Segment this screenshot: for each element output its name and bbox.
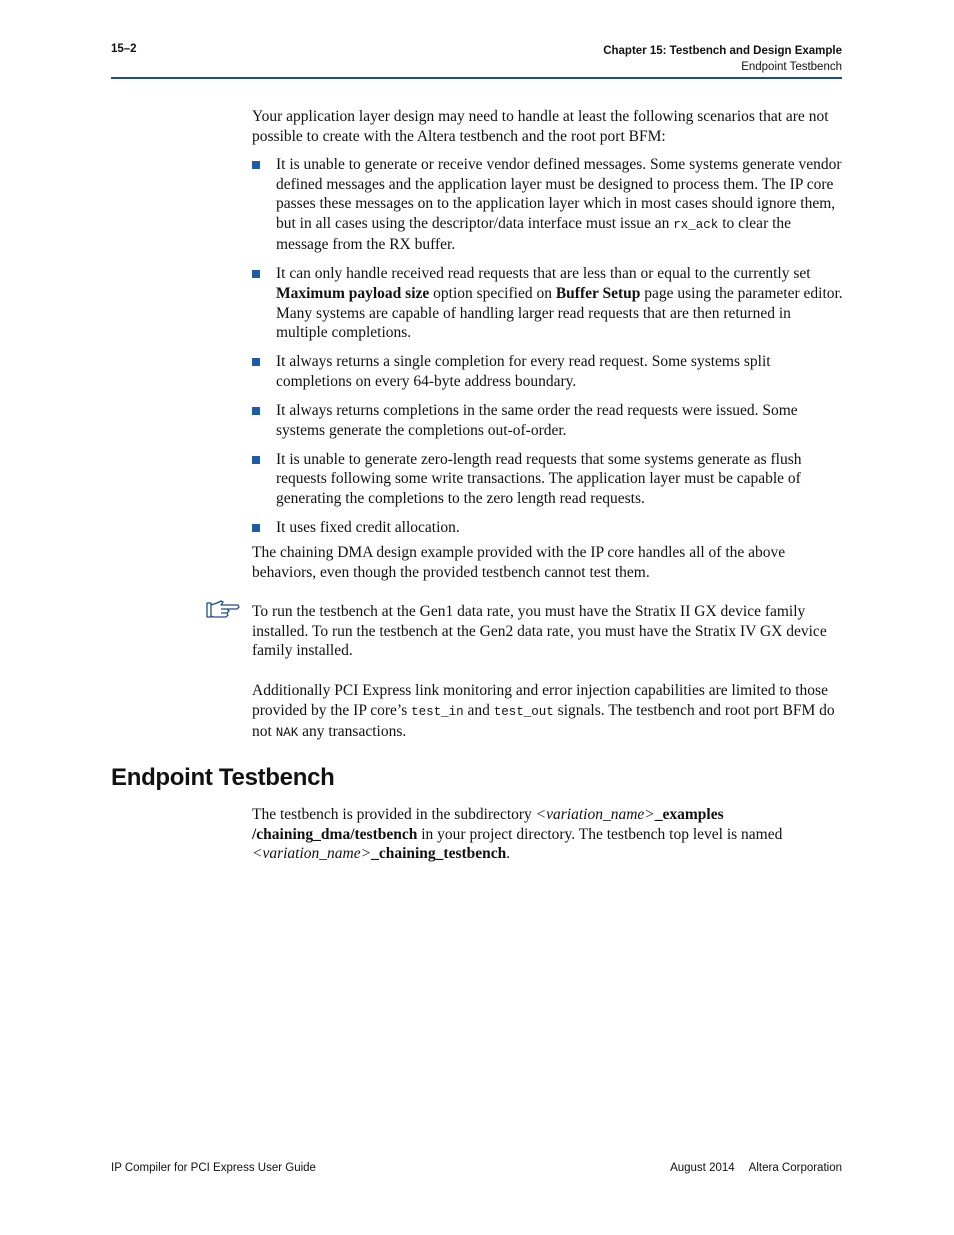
list-item: It always returns completions in the same order the read requests were issued. Some systems generate the completions out-of-order. <box>252 401 844 440</box>
code-test-out: test_out <box>493 704 554 719</box>
code-test-in: test_in <box>411 704 464 719</box>
square-bullet-icon <box>252 161 260 169</box>
square-bullet-icon <box>252 456 260 464</box>
footer-date: August 2014 <box>670 1162 735 1174</box>
pointing-hand-icon <box>205 599 241 621</box>
code-rx-ack: rx_ack <box>673 217 719 232</box>
additional-paragraph: Additionally PCI Express link monitoring and error injection capabilities are limited to those provided by the IP core’s test_in and test_out signals. The testbench and root port BFM do not NAK any transactions. <box>252 682 835 741</box>
list-item: It is unable to generate zero-length read requests that some systems generate as flush requests following some write transactions. The application layer must be capable of generating the completions to the zero length read requests. <box>252 450 844 509</box>
footer-company: Altera Corporation <box>748 1162 842 1174</box>
header-rule <box>111 77 842 79</box>
square-bullet-icon <box>252 407 260 415</box>
section-heading: Endpoint Testbench <box>111 764 335 791</box>
list-item: It uses fixed credit allocation. <box>252 518 844 538</box>
footer-info <box>670 1162 842 1174</box>
square-bullet-icon <box>252 270 260 278</box>
code-nak: NAK <box>275 726 299 741</box>
list-item: It can only handle received read requests that are less than or equal to the currently set Maximum payload size option specified on Buffer Setup page using the parameter editor. Many systems are capable of handling larger read requests that are then returned in multiple completions. <box>252 264 844 342</box>
section-title: Endpoint Testbench <box>741 61 842 73</box>
square-bullet-icon <box>252 358 260 366</box>
square-bullet-icon <box>252 524 260 532</box>
endpoint-paragraph: The testbench is provided in the subdirectory <variation_name>_examples /chaining_dma/testbench in your project directory. The testbench top level is named <variation_name>_chaining_testbench. <box>252 806 783 863</box>
running-header <box>603 43 842 75</box>
note-paragraph: To run the testbench at the Gen1 data rate, you must have the Stratix II GX device family installed. To run the testbench at the Gen2 data rate, you must have the Stratix IV GX device family installed. <box>252 603 827 660</box>
chaining-paragraph: The chaining DMA design example provided with the IP core handles all of the above behaviors, even though the provided testbench cannot test them. <box>252 544 786 581</box>
chapter-title: Chapter 15: Testbench and Design Example <box>603 45 842 57</box>
list-item: It always returns a single completion for every read request. Some systems split completions on every 64-byte address boundary. <box>252 352 844 391</box>
intro-paragraph: Your application layer design may need to handle at least the following scenarios that are not possible to create with the Altera testbench and the root port BFM: <box>252 108 829 145</box>
scenario-list <box>252 155 844 547</box>
footer-title: IP Compiler for PCI Express User Guide <box>111 1162 316 1174</box>
page-number: 15–2 <box>111 43 137 55</box>
list-item: It is unable to generate or receive vendor defined messages. Some systems generate vendor defined messages and the application layer must be designed to process them. The IP core passes these messages on to the application layer which in most cases should ignore them, but in all cases using the descriptor/data interface must issue an rx_ack to clear the message from the RX buffer. <box>252 155 844 255</box>
